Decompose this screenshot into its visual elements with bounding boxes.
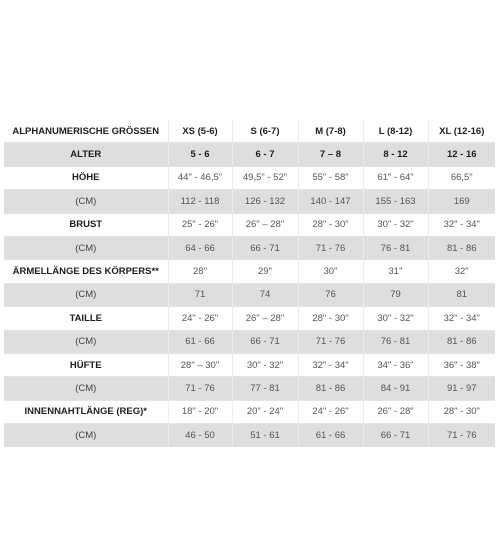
table-cell: 32" — [428, 260, 495, 283]
row-label: HÜFTE — [4, 353, 168, 376]
table-cell: 81 — [428, 283, 495, 306]
table-cell: 155 - 163 — [363, 190, 428, 213]
row-label: (CM) — [4, 424, 168, 447]
table-cell: 61 - 66 — [168, 330, 232, 353]
table-cell: 24" - 26" — [298, 400, 363, 423]
header-size-column: L (8-12) — [363, 120, 428, 143]
table-cell: 46 - 50 — [168, 424, 232, 447]
table-cell: 24" - 26" — [168, 307, 232, 330]
table-cell: 30" - 32" — [363, 213, 428, 236]
table-cell: 61" - 64" — [363, 166, 428, 189]
table-row — [4, 424, 495, 447]
row-label: INNENNAHTLÄNGE (REG)* — [4, 400, 168, 423]
table-cell: 51 - 61 — [232, 424, 298, 447]
table-cell: 91 - 97 — [428, 377, 495, 400]
table-row — [4, 190, 495, 213]
table-cell: 44" - 46,5" — [168, 166, 232, 189]
table-row — [4, 353, 495, 376]
table-cell: 34" - 36" — [363, 353, 428, 376]
table-cell: 71 — [168, 283, 232, 306]
header-size-column: M (7-8) — [298, 120, 363, 143]
table-cell: 79 — [363, 283, 428, 306]
table-cell: 71 - 76 — [168, 377, 232, 400]
header-size-column: S (6-7) — [232, 120, 298, 143]
table-cell: 32" - 34" — [298, 353, 363, 376]
table-cell: 32" - 34" — [428, 213, 495, 236]
row-label: ALTER — [4, 143, 168, 166]
table-cell: 81 - 86 — [428, 236, 495, 259]
table-cell: 8 - 12 — [363, 143, 428, 166]
table-cell: 30" — [298, 260, 363, 283]
row-label: (CM) — [4, 236, 168, 259]
table-cell: 76 — [298, 283, 363, 306]
table-row — [4, 166, 495, 189]
table-cell: 71 - 76 — [298, 330, 363, 353]
table-cell: 20" - 24" — [232, 400, 298, 423]
row-label: (CM) — [4, 283, 168, 306]
table-row — [4, 377, 495, 400]
table-cell: 140 - 147 — [298, 190, 363, 213]
table-cell: 18" - 20" — [168, 400, 232, 423]
table-cell: 169 — [428, 190, 495, 213]
row-label: TAILLE — [4, 307, 168, 330]
table-cell: 32" - 34" — [428, 307, 495, 330]
table-row — [4, 283, 495, 306]
table-cell: 28" – 30" — [168, 353, 232, 376]
table-row — [4, 400, 495, 423]
table-cell: 36" - 38" — [428, 353, 495, 376]
header-size-column: XS (5-6) — [168, 120, 232, 143]
row-label: ÄRMELLÄNGE DES KÖRPERS** — [4, 260, 168, 283]
table-cell: 28" — [168, 260, 232, 283]
table-cell: 25" - 26" — [168, 213, 232, 236]
table-cell: 7 – 8 — [298, 143, 363, 166]
table-row — [4, 213, 495, 236]
table-row — [4, 236, 495, 259]
row-label: (CM) — [4, 377, 168, 400]
table-cell: 28" - 30" — [298, 307, 363, 330]
table-row — [4, 260, 495, 283]
size-chart — [4, 120, 495, 447]
table-cell: 61 - 66 — [298, 424, 363, 447]
table-cell: 26" - 28" — [363, 400, 428, 423]
table-cell: 55" - 58" — [298, 166, 363, 189]
table-cell: 30" - 32" — [363, 307, 428, 330]
table-cell: 30" - 32" — [232, 353, 298, 376]
row-label: (CM) — [4, 190, 168, 213]
table-cell: 26" – 28" — [232, 307, 298, 330]
row-label: (CM) — [4, 330, 168, 353]
header-size-label: ALPHANUMERISCHE GRÖSSEN — [4, 120, 168, 143]
table-row — [4, 143, 495, 166]
size-table — [4, 120, 495, 447]
row-label: BRUST — [4, 213, 168, 236]
table-cell: 66 - 71 — [363, 424, 428, 447]
table-cell: 5 - 6 — [168, 143, 232, 166]
table-cell: 28" - 30" — [428, 400, 495, 423]
table-cell: 112 - 118 — [168, 190, 232, 213]
table-cell: 126 - 132 — [232, 190, 298, 213]
table-cell: 64 - 66 — [168, 236, 232, 259]
header-size-column: XL (12-16) — [428, 120, 495, 143]
table-row — [4, 307, 495, 330]
table-cell: 31" — [363, 260, 428, 283]
table-cell: 84 - 91 — [363, 377, 428, 400]
table-cell: 28" - 30" — [298, 213, 363, 236]
table-cell: 26" – 28" — [232, 213, 298, 236]
table-cell: 66 - 71 — [232, 236, 298, 259]
table-cell: 76 - 81 — [363, 330, 428, 353]
table-header-row — [4, 120, 495, 143]
table-cell: 12 - 16 — [428, 143, 495, 166]
table-cell: 81 - 86 — [428, 330, 495, 353]
table-cell: 71 - 76 — [298, 236, 363, 259]
table-cell: 71 - 76 — [428, 424, 495, 447]
table-cell: 29" — [232, 260, 298, 283]
table-cell: 66 - 71 — [232, 330, 298, 353]
table-cell: 74 — [232, 283, 298, 306]
row-label: HÖHE — [4, 166, 168, 189]
table-cell: 6 - 7 — [232, 143, 298, 166]
table-cell: 66,5" — [428, 166, 495, 189]
table-cell: 76 - 81 — [363, 236, 428, 259]
table-cell: 49,5" - 52" — [232, 166, 298, 189]
table-cell: 81 - 86 — [298, 377, 363, 400]
table-row — [4, 330, 495, 353]
table-cell: 77 - 81 — [232, 377, 298, 400]
